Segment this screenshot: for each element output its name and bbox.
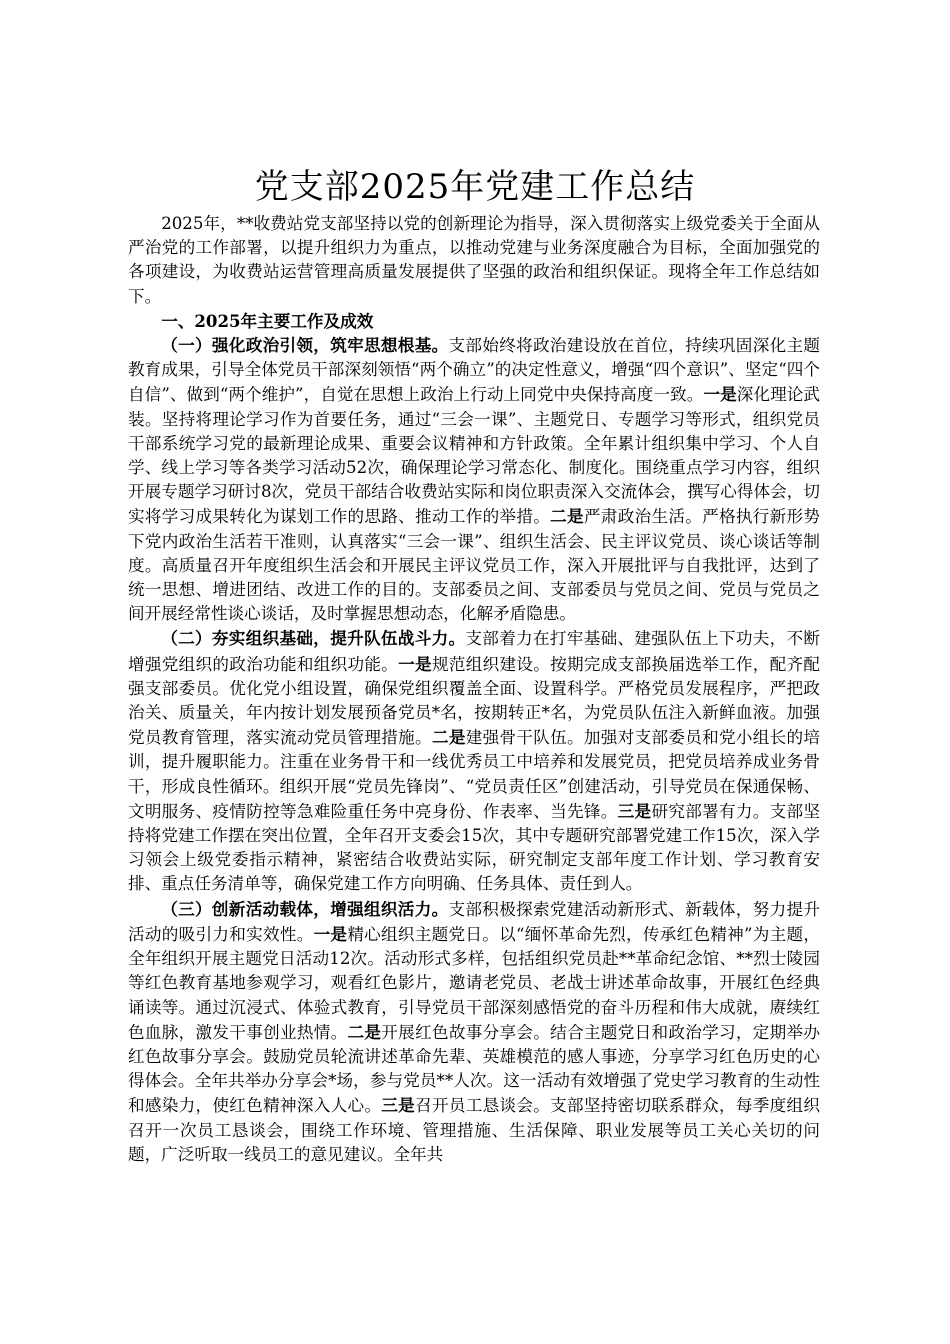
- intro-paragraph: 2025年，**收费站党支部坚持以党的创新理论为指导，深入贯彻落实上级党委关于全面从严治党的工作部署，以提升组织力为重点，以推动党建与业务深度融合为目标，全面加强党的各项建设，为收费站运营管理高质量发展提供了坚强的政治和组织保证。现将全年工作总结如下。: [128, 214, 820, 306]
- paragraph-text: 研究部署有力。支部坚持将党建工作摆在突出位置，全年召开支委会15次，其中专题研究部署党建工作15次，深入学习领会上级党委指示精神，紧密结合收费站实际，研究制定支部年度工作计划、学习教育安排、重点任务清单等，确保党建工作方向明确、任务具体、责任到人。: [128, 801, 821, 894]
- item-marker: 二是: [550, 506, 584, 527]
- paragraph-text: 严肃政治生活。严格执行新形势下党内政治生活若干准则，认真落实“三会一课”、组织生活会、民主评议党员、谈心谈话等制度。高质量召开年度组织生活会和开展民主评议党员工作，深入开展批评与自我批评，达到了统一思想、增进团结、改进工作的目的。支部委员之间、支部委员与党员之间、党员与党员之间开展经常性谈心谈话，及时掌握思想动态，化解矛盾隐患。: [128, 507, 821, 624]
- paragraph-text: 召开员工恳谈会。支部坚持密切联系群众，每季度组织召开一次员工恳谈会，围绕工作环境、管理措施、生活保障、职业发展等员工关心关切的问题，广泛听取一线员工的意见建议。全年共: [128, 1096, 821, 1164]
- item-marker: 一是: [703, 384, 737, 405]
- item-marker: 一是: [398, 653, 432, 674]
- paragraph-organization-base: [128, 626, 820, 896]
- paragraph-text: 精心组织主题党日。以“缅怀革命先烈，传承红色精神”为主题，全年组织开展主题党日活动12次。活动形式多样，包括组织党员赴**革命纪念馆、**烈士陵园等红色教育基地参观学习，观看红色影片，邀请老党员、老战士讲述革命故事，开展红色经典诵读等。通过沉浸式、体验式教育，引导党员干部深刻感悟党的奋斗历程和伟大成就，赓续红色血脉，激发干事创业热情。: [128, 924, 821, 1042]
- document-body: [128, 212, 820, 1167]
- paragraph-heading: （三）创新活动载体，增强组织活力。: [161, 898, 449, 919]
- paragraph-text: 支部始终将政治建设放在首位，持续巩固深化主题教育成果，引导全体党员干部深刻领悟“两个确立”的决定性意义，增强“四个意识”、坚定“四个自信”、做到“两个维护”，自觉在思想上政治上行动上同党中央保持高度一致。: [128, 336, 821, 405]
- paragraph-text: 开展红色故事分享会。结合主题党日和政治学习，定期举办红色故事分享会。鼓励党员轮流讲述革命先辈、英雄模范的感人事迹，分享学习红色历史的心得体会。全年共举办分享会*场，参与党员**人次。这一活动有效增强了党史学习教育的生动性和感染力，使红色精神深入人心。: [128, 1022, 821, 1116]
- paragraph-text: 建强骨干队伍。加强对支部委员和党小组长的培训，提升履职能力。注重在业务骨干和一线优秀员工中培养和发展党员，把党员培养成业务骨干，形成良性循环。组织开展“党员先锋岗”、“党员责任区”创建活动，引导党员在保通保畅、文明服务、疫情防控等急难险重任务中亮身份、作表率、当先锋。: [128, 728, 821, 821]
- item-marker: 三是: [381, 1095, 416, 1116]
- paragraph-political-guidance: [128, 333, 820, 626]
- paragraph-text: 规范组织建设。按期完成支部换届选举工作，配齐配强支部委员。优化党小组设置，确保党组织覆盖全面、设置科学。严格党员发展程序，严把政治关、质量关，年内按计划发展预备党员*名，按期转正*名，为党员队伍注入新鲜血液。加强党员教育管理，落实流动党员管理措施。: [128, 654, 821, 748]
- paragraph-heading: （一）强化政治引领，筑牢思想根基。: [161, 335, 449, 356]
- paragraph-text: 支部着力在打牢基础、建强队伍上下功夫，不断增强党组织的政治功能和组织功能。: [128, 629, 821, 674]
- paragraph-activity-innovation: [128, 897, 820, 1167]
- item-marker: 三是: [617, 800, 652, 821]
- paragraph-heading: （二）夯实组织基础，提升队伍战斗力。: [161, 628, 466, 649]
- section-heading: 一、2025年主要工作及成效: [161, 310, 374, 331]
- paragraph-text: 深化理论武装。坚持将理论学习作为首要任务，通过“三会一课”、主题党日、专题学习等形式，组织党员干部系统学习党的最新理论成果、重要会议精神和方针政策。全年累计组织集中学习、个人自学、线上学习等各类学习活动52次，确保理论学习常态化、制度化。围绕重点学习内容，组织开展专题学习研讨8次，党员干部结合收费站实际和岗位职责深入交流体会，撰写心得体会，切实将学习成果转化为谋划工作的思路、推动工作的举措。: [128, 385, 821, 527]
- paragraph-text: 支部积极探索党建活动新形式、新载体，努力提升活动的吸引力和实效性。: [128, 899, 821, 944]
- item-marker: 二是: [347, 1021, 382, 1042]
- item-marker: 一是: [313, 923, 348, 944]
- document-title: 党支部2025年党建工作总结: [254, 167, 696, 207]
- item-marker: 二是: [431, 727, 466, 748]
